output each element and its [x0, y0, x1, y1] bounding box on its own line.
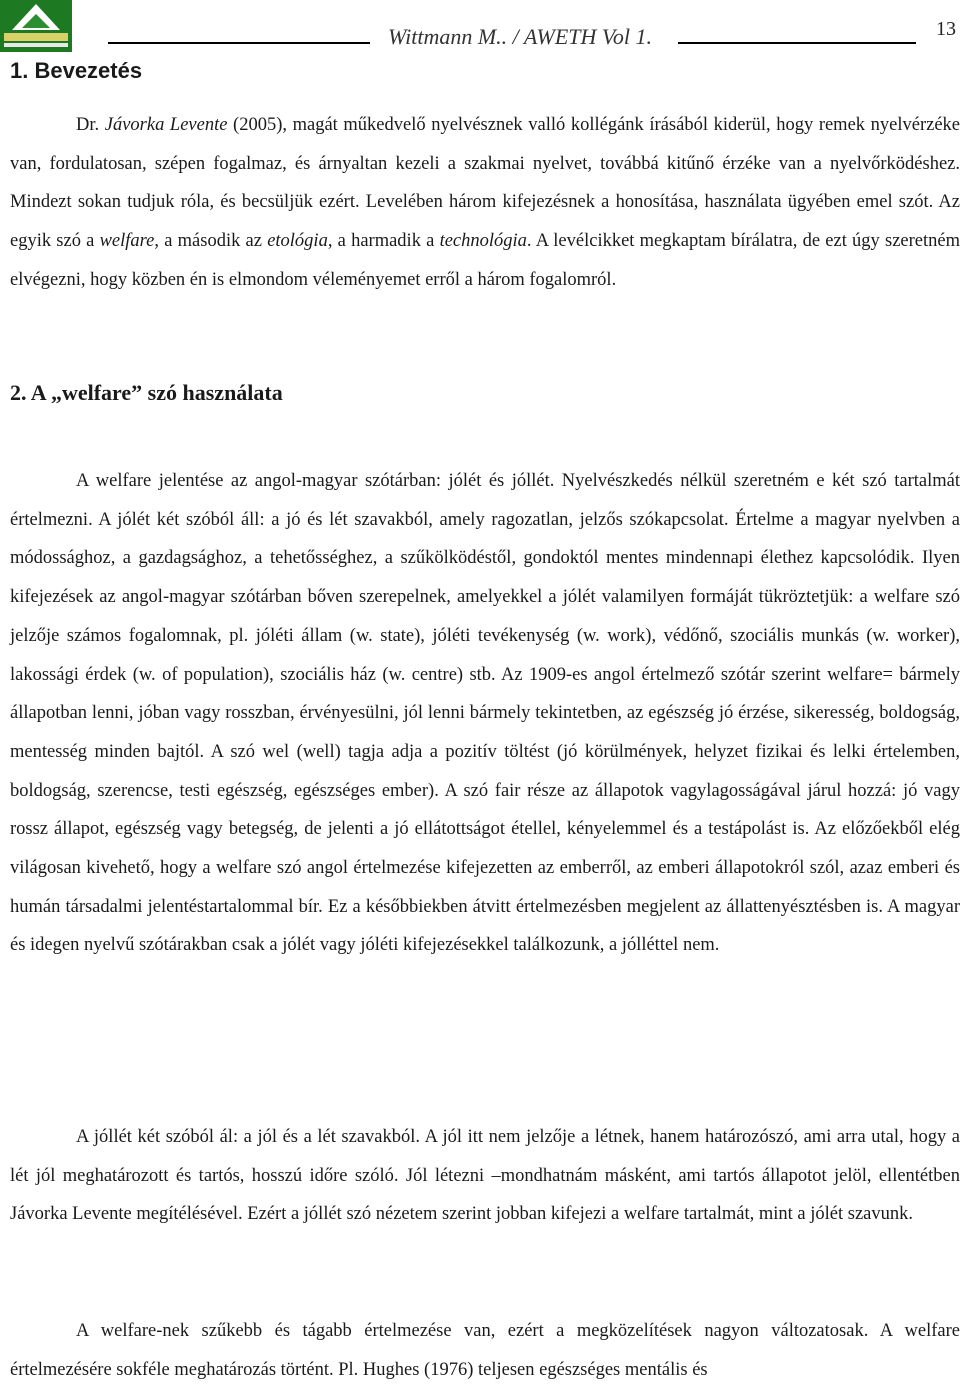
logo-band: [4, 33, 68, 41]
section-2-paragraph-1: [10, 462, 960, 965]
term-technologia: technológia: [439, 231, 527, 252]
running-head: Wittmann M.. / AWETH Vol 1.: [388, 24, 652, 49]
term-etologia: etológia: [267, 231, 328, 252]
header-rule-left: [108, 42, 370, 44]
p1-text-c: , a harmadik a: [327, 231, 440, 252]
author-name: Jávorka Levente: [104, 115, 228, 135]
logo-band-lower: [4, 43, 68, 47]
header-rule-right: [678, 42, 916, 44]
term-welfare: welfare: [99, 231, 155, 252]
p1-dr: Dr.: [76, 115, 105, 135]
p1-text-b: , a második az: [154, 231, 268, 252]
page-number: 13: [936, 18, 956, 40]
logo-triangle-inner-shape: [22, 14, 50, 28]
aweth-logo: [0, 0, 72, 52]
section-2-heading: 2. A „welfare” szó használata: [10, 380, 283, 405]
p3-text: A jóllét két szóból ál: a jól és a lét szavakból. A jól itt nem jelzője a létnek, hanem határozószó, ami arra utal, hogy a lét jól meghatározott és tartós, hosszú időre szóló. Jól létezni –mondhatnám másként, ami tartós állapotot jelöl, ellentétben Jávorka Levente megítélésével. Ezért a jóllét szó nézetem szerint jobban kifejezi a welfare tartalmát, mint a jólét szavunk.: [10, 1127, 960, 1225]
section-1-heading: 1. Bevezetés: [10, 58, 143, 83]
section-2-paragraph-2: [10, 1118, 960, 1234]
section-2-paragraph-3: [10, 1312, 960, 1389]
p1-text-a: (2005), magát műkedvelő nyelvésznek valló kollégánk írásából kiderül, hogy remek nyelvérzéke van, fordulatosan, szépen fogalmaz, és árnyaltan kezeli a szakmai nyelvet, továbbá kitűnő érzéke van a nyelvőrködéshez. Mindezt sokan tudjuk róla, és becsüljük ezért. Levelében három kifejezésnek a honosítása, használata ügyében emel szót. Az egyik szó a: [10, 115, 960, 252]
p4-text: A welfare-nek szűkebb és tágabb értelmezése van, ezért a megközelítések nagyon változatosak. A welfare értelmezésére sokféle meghatározás történt. Pl. Hughes (1976) teljesen egészséges mentális és: [10, 1321, 960, 1380]
section-1-paragraph: [10, 106, 960, 300]
p1-text-d: . A levélcikket megkaptam bírálatra, de ezt úgy szeretném elvégezni, hogy közben én is elmondom véleményemet erről a három fogalomról.: [10, 231, 960, 290]
p2-text: A welfare jelentése az angol-magyar szótárban: jólét és jóllét. Nyelvészkedés nélkül szeretném e két szó tartalmát értelmezni. A jólét két szóból áll: a jó és lét szavakból, amely ragozatlan, jelzős szókapcsolat. Értelme a magyar nyelvben a módossághoz, a gazdagsághoz, a tehetősséghez, a szűkölködéstől, gondoktól mentes mindennapi élethez kapcsolódik. Ilyen kifejezések az angol-magyar szótárban bőven szerepelnek, amelyekkel a jólét valamilyen formáját tükröztetjük: a welfare szó jelzője számos fogalomnak, pl. jóléti állam (w. state), jóléti tevékenység (w. work), védőnő, szociális munkás (w. worker), lakossági érdek (w. of population), szociális ház (w. centre) stb. Az 1909-es angol értelmező szótár szerint welfare= bármely állapotban lenni, jóban vagy rosszban, érvényesülni, jól lenni bármely tekintetben, az egészség jó érzése, sikeresség, boldogság, mentesség minden bajtól. A szó wel (well) tagja adja a pozitív töltést (jó körülmények, helyzet fizikai és lelki értelemben, boldogság, szerencse, testi egészség, egészséges ember). A szó fair része az állapotok vagylagosságával járul hozzá: jó vagy rossz állapot, egészség vagy betegség, de jelenti a jó ellátottságot étellel, kényelemmel és a testápolást is. Az előzőekből elég világosan kivehető, hogy a welfare szó angol értelmezése kifejezetten az emberről, az emberi állapotokról szól, azaz emberi és humán társadalmi jelentéstartalommal bír. Ez a későbbiekben átvitt értelmezésben megjelent az állattenyésztésben is. A magyar és idegen nyelvű szótárakban csak a jólét vagy jóléti kifejezésekkel találkozunk, a jólléttel nem.: [10, 471, 960, 956]
